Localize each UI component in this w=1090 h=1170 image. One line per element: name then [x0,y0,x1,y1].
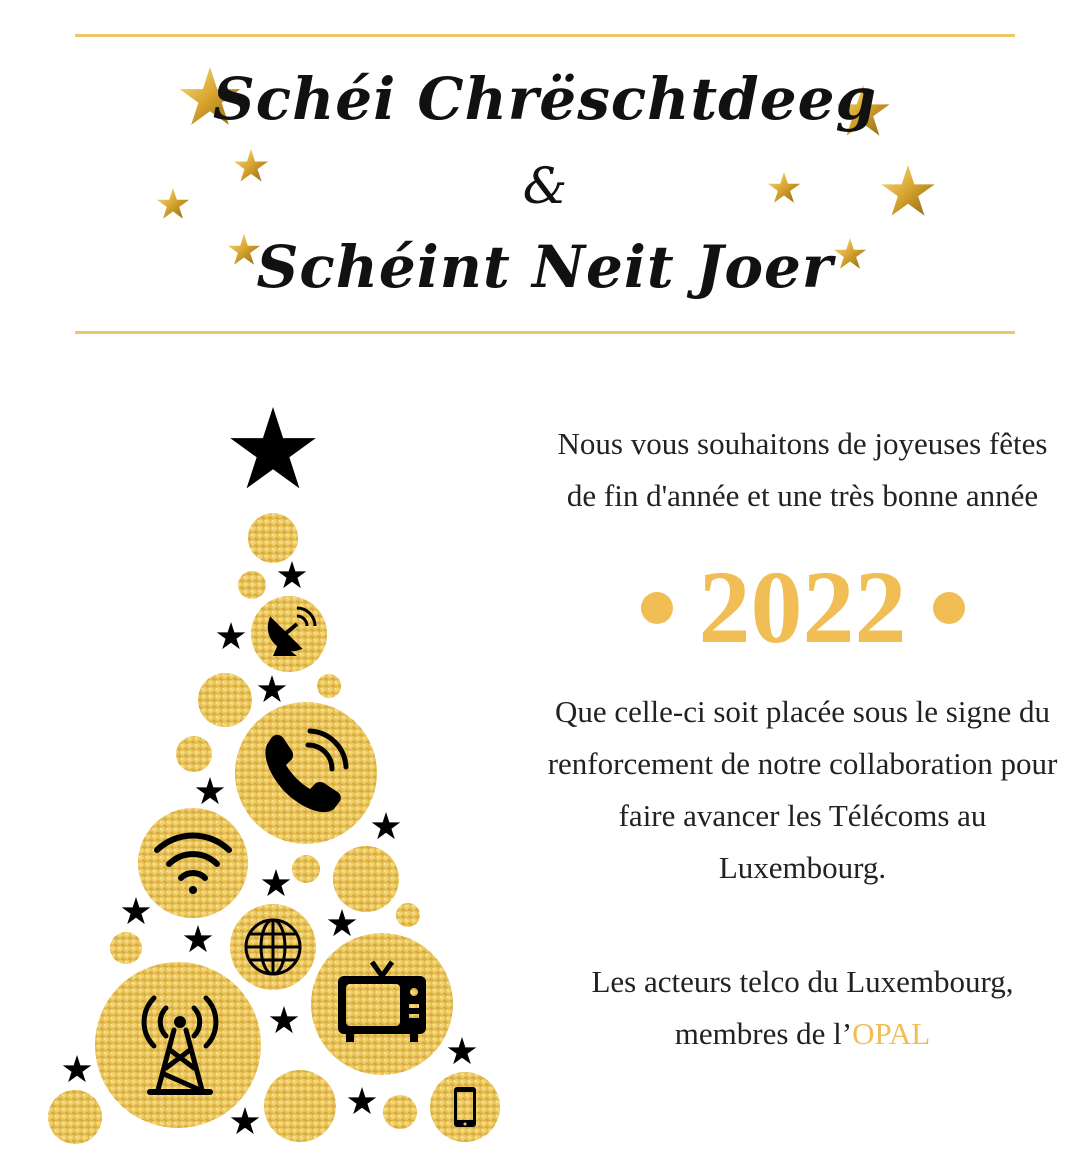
year-row [540,548,1065,668]
message-column [540,418,1065,1060]
greeting-message: Nous vous souhaitons de joyeuses fêtes de fin d'année et une très bonne année [557,426,1048,513]
opal-name: OPAL [852,1016,931,1051]
gold-dot-right [933,592,965,624]
signoff [540,956,1065,1060]
signoff-text: Les acteurs telco du Luxembourg, membres de l’ [591,964,1014,1051]
gold-dot-left [641,592,673,624]
wish-message: Que celle-ci soit placée sous le signe du renforcement de notre collaboration pour faire avancer les Télécoms au Luxembourg. [547,694,1058,885]
ampersand: & [522,157,568,215]
greeting-banner [75,34,1015,334]
christmas-greeting-title: Schéi Chrëschtdeeg [212,65,878,133]
year-label: 2022 [698,550,907,665]
new-year-greeting-title: Schéint Neit Joer [256,233,834,301]
smartphone-icon [454,1087,476,1127]
telecom-christmas-tree [40,400,510,1145]
tree-top-star-icon [230,407,316,488]
globe-icon [246,920,300,974]
gold-baubles [48,513,500,1144]
